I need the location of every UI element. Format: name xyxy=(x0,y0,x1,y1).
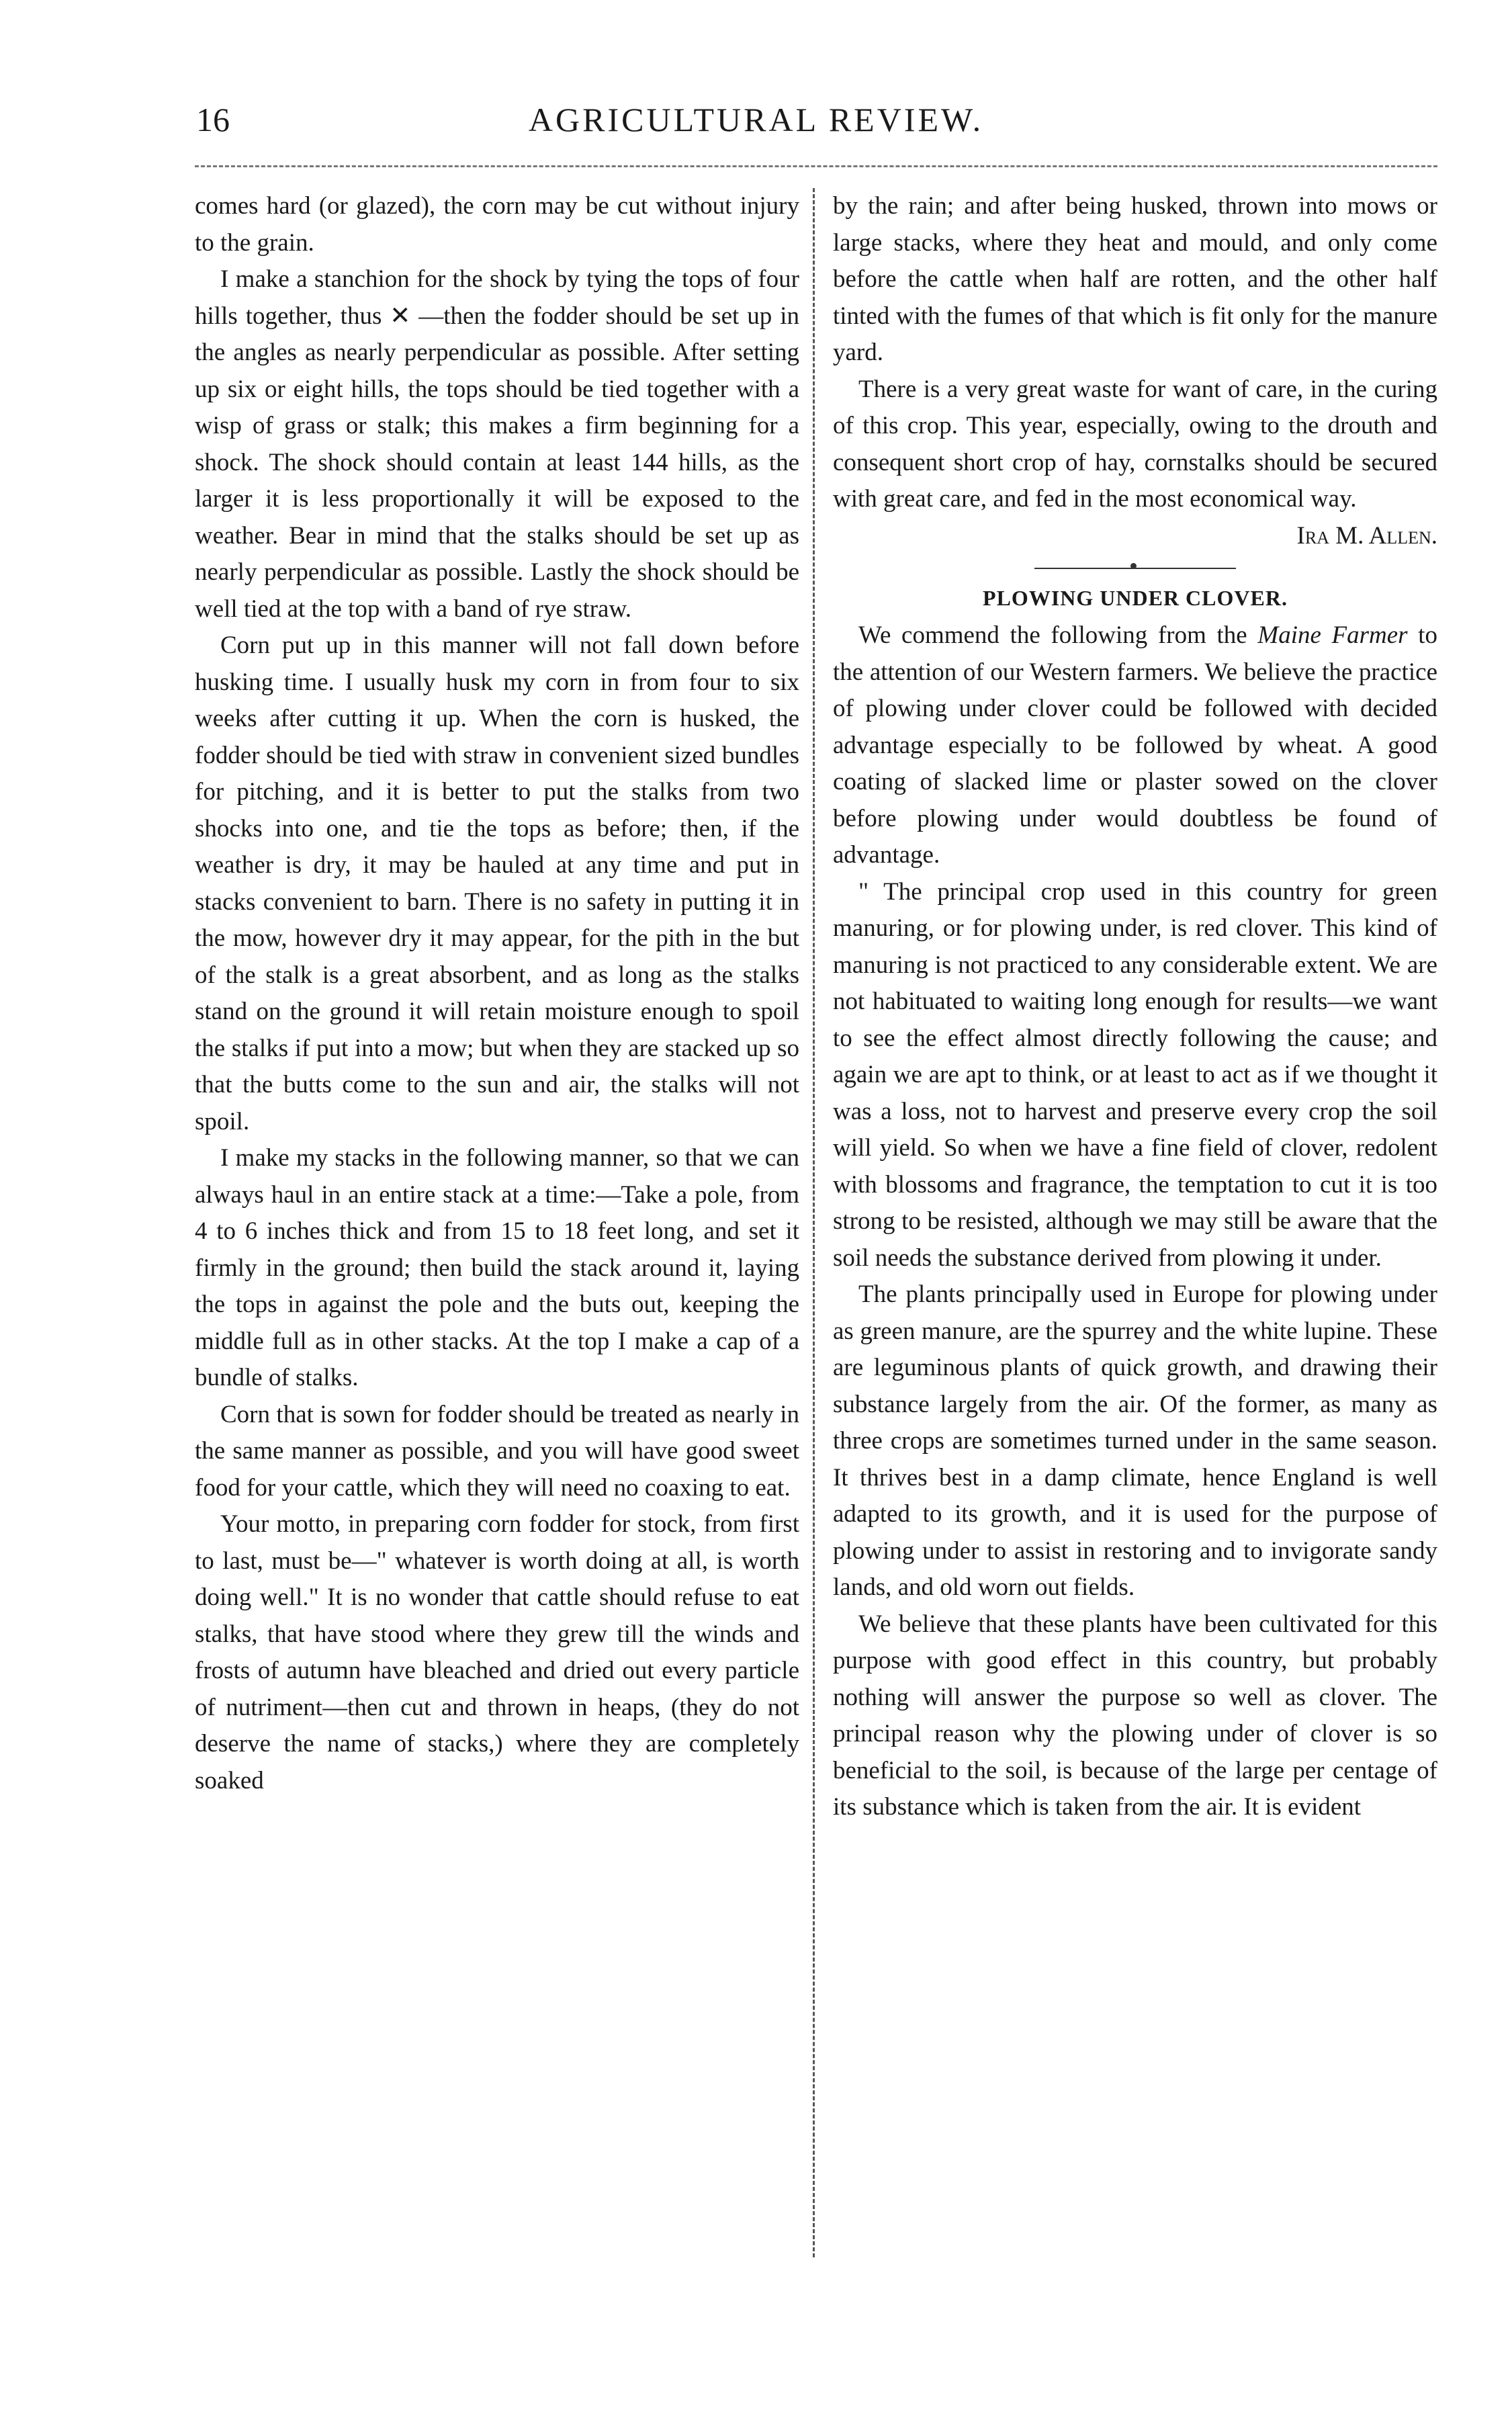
section-divider xyxy=(1034,568,1236,569)
paragraph: I make my stacks in the following manner, so that we can always haul in an entire stack at a time:—Take a pole, from 4 to 6 inches thick and from 15 to 18 feet long, and set it firmly in the ground; then build the stack around it, laying the tops in against the pole and the buts out, keeping the middle full as in other stacks. At the top I make a cap of a bundle of stalks. xyxy=(195,1144,799,1391)
intro-text: We commend the following from the xyxy=(858,621,1247,649)
section-heading: PLOWING UNDER CLOVER. xyxy=(983,586,1288,610)
author-signature: Ira M. Allen. xyxy=(1296,521,1437,550)
paragraph xyxy=(833,617,1437,874)
paragraph: by the rain; and after being husked, thrown into mows or large stacks, where they heat and mould, and only come before the cattle when half are rotten, and the other half tinted with the fumes of that which is fit only for the manure yard. xyxy=(833,192,1437,366)
paragraph: There is a very great waste for want of care, in the curing of this crop. This year, especially, owing to the drouth and consequent short crop of hay, cornstalks should be secured with great care, and fed in the most economical way. xyxy=(833,375,1437,513)
column-divider xyxy=(813,188,815,2257)
intro-text-cont: to the attention of our Western farmers. We believe the practice of plowing under clover could be followed with decided advantage especially to be followed by wheat. A good coating of slacked lime or plaster sowed on the clover before plowing under would doubtless be found of advantage. xyxy=(833,621,1438,869)
paragraph: Your motto, in preparing corn fodder for stock, from first to last, must be—" whatever is worth doing at all, is worth doing well." It is no wonder that cattle should refuse to eat stalks, that have stood where they grew till the winds and frosts of autumn have bleached and dried out every particle of nutriment—then cut and thrown in heaps, (they do not deserve the name of stacks,) where they are completely soaked xyxy=(195,1510,799,1794)
publication-title: Maine Farmer xyxy=(1257,621,1408,649)
paragraph: Corn put up in this manner will not fall down before husking time. I usually husk my corn in from four to six weeks after cutting it up. When the corn is husked, the fodder should be tied with straw in convenient sized bundles for pitching, and it is better to put the stalks from two shocks into one, and tie the tops as before; then, if the weather is dry, it may be hauled at any time and put in stacks convenient to barn. There is no safety in putting it in the mow, however dry it may appear, for the pith in the but of the stalk is a great absorbent, and as long as the stalks stand on the ground it will retain moisture enough to spoil the stalks if put into a mow; but when they are stacked up so that the butts come to the sun and air, the stalks will not spoil. xyxy=(195,632,799,1135)
paragraph: The plants principally used in Europe for plowing under as green manure, are the spurrey and the white lupine. These are leguminous plants of quick growth, and drawing their substance largely from the air. Of the former, as many as three crops are sometimes turned under in the same season. It thrives best in a damp climate, hence England is well adapted to its growth, and it is used for the purpose of plowing under to assist in restoring and to invigorate sandy lands, and old worn out fields. xyxy=(833,1281,1437,1601)
paragraph: comes hard (or glazed), the corn may be cut without injury to the grain. xyxy=(195,192,799,257)
paragraph: Corn that is sown for fodder should be treated as nearly in the same manner as possible, and you will have good sweet food for your cattle, which they will need no coaxing to eat. xyxy=(195,1400,799,1502)
right-column xyxy=(833,188,1437,1826)
paragraph: I make a stanchion for the shock by tying the tops of four hills together, thus ✕ —then the fodder should be set up in the angles as nearly perpendicular as possible. After setting up six or eight hills, the tops should be tied together with a wisp of grass or stalk; this makes a firm beginning for a shock. The shock should contain at least 144 hills, as the larger it is less proportionally it will be exposed to the weather. Bear in mind that the stalks should be set up as nearly perpendicular as possible. Lastly the shock should be well tied at the top with a band of rye straw. xyxy=(195,265,799,623)
left-column xyxy=(195,188,799,1799)
divider-dot xyxy=(1130,563,1137,569)
signature-line xyxy=(833,518,1437,555)
page-number: 16 xyxy=(196,101,230,138)
paragraph: We believe that these plants have been cultivated for this purpose with good effect in this country, but probably nothing will answer the purpose so well as clover. The principal reason why the plowing under of clover is so beneficial to the soil, is because of the large per centage of its substance which is taken from the air. It is evident xyxy=(833,1610,1437,1821)
header-rule xyxy=(195,165,1437,167)
paragraph: " The principal crop used in this country for green manuring, or for plowing under, is red clover. This kind of manuring is not practiced to any considerable extent. We are not habituated to waiting long enough for results—we want to see the effect almost directly following the cause; and again we are apt to think, or at least to act as if we thought it was a loss, not to harvest and preserve every crop the soil will yield. So when we have a fine field of clover, redolent with blossoms and fragrance, the temptation to cut it is too strong to be resisted, although we may still be aware that the soil needs the substance derived from plowing it under. xyxy=(833,877,1437,1272)
running-head: AGRICULTURAL REVIEW. xyxy=(528,101,984,138)
